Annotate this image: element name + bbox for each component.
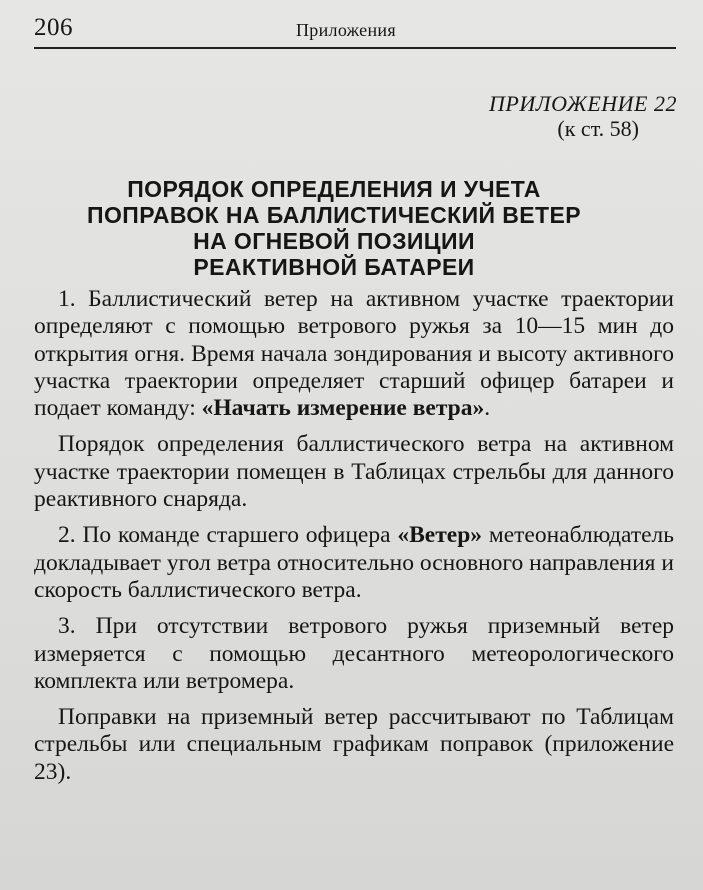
appendix-label [489, 92, 677, 142]
heading-line: ПОПРАВОК НА БАЛЛИСТИЧЕСКИЙ ВЕТЕР [87, 202, 581, 228]
paragraph-text: 2. По команде старшего офицера [58, 522, 398, 549]
paragraph-5: Поправки на приземный ветер рассчитывают по Таблицам стрельбы или специальным графикам поправок (приложение 23). [34, 704, 674, 785]
paragraph-2: Порядок определения баллистического ветра на активном участке траектории помещен в Таблицах стрельбы для данного реактивного снаряда. [34, 431, 674, 513]
paragraph-text: метеонаблюдатель докладывает угол ветра относительно основного направления и скорость баллистического ветра. [34, 522, 674, 603]
header-rule [34, 47, 676, 49]
page-header [34, 12, 674, 46]
paragraph-end: . [484, 395, 491, 422]
command-text: «Ветер» [397, 522, 483, 549]
appendix-reference: (к ст. 58) [557, 116, 639, 141]
heading-line: НА ОГНЕВОЙ ПОЗИЦИИ [193, 228, 475, 254]
heading-line: РЕАКТИВНОЙ БАТАРЕИ [193, 254, 475, 280]
paragraph-text: 1. Баллистический ветер на активном участке траектории определяют с помощью ветрового ружья за 10—15 мин до открытия огня. Время начала зондирования и высоту активного участка траектории определяет старший офицер батареи и подает команду: [34, 286, 674, 422]
section-heading [34, 176, 634, 280]
command-text: «Начать измерение ветра» [201, 395, 485, 422]
paragraph-1 [34, 286, 674, 422]
paragraph-4: 3. При отсутствии ветрового ружья приземный ветер измеряется с помощью десантного метеорологического комплекта или ветромера. [34, 613, 674, 694]
body-text [34, 286, 674, 795]
paragraph-3 [34, 522, 674, 604]
running-head: Приложения [296, 20, 396, 40]
page-number: 206 [34, 14, 73, 41]
heading-line: ПОРЯДОК ОПРЕДЕЛЕНИЯ И УЧЕТА [127, 176, 541, 202]
appendix-title: ПРИЛОЖЕНИЕ 22 [489, 91, 677, 116]
